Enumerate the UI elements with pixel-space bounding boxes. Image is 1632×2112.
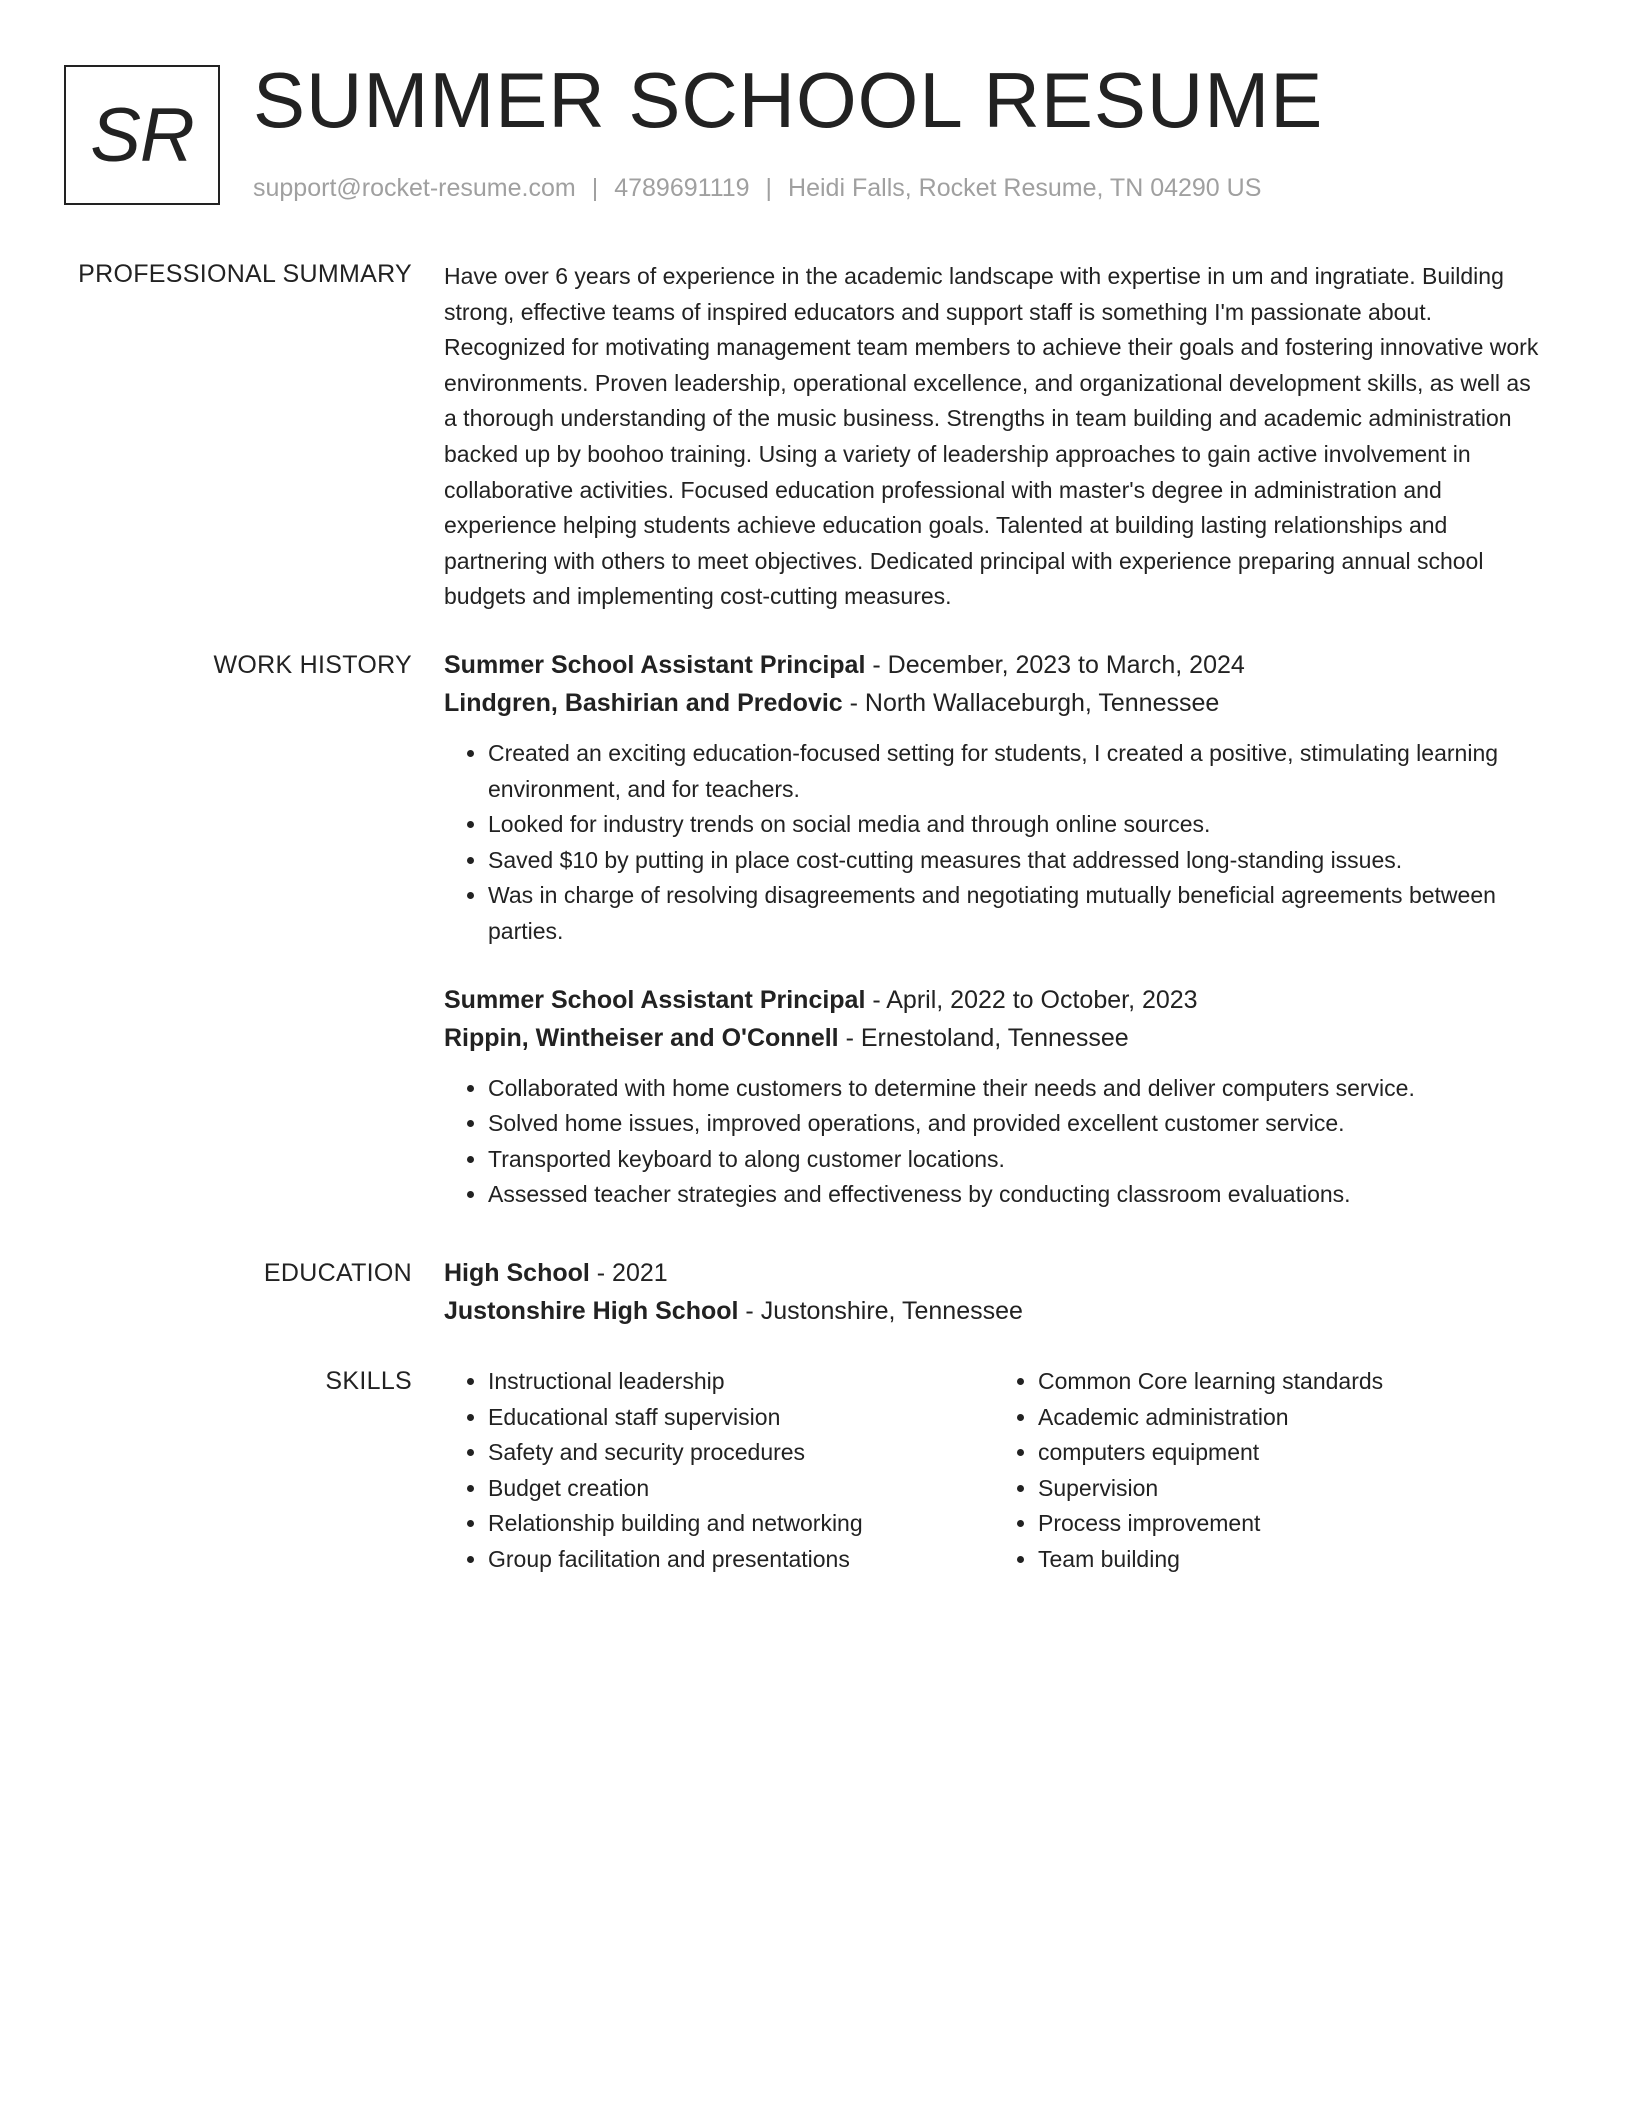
job-title-line bbox=[444, 981, 1544, 1019]
job-bullet: • Was in charge of resolving disagreements and negotiating mutually beneficial agreements between parties. bbox=[488, 878, 1544, 949]
job-dates: - April, 2022 to October, 2023 bbox=[865, 985, 1198, 1014]
job-company-line bbox=[444, 1019, 1544, 1057]
skills-list-left bbox=[444, 1364, 994, 1578]
job-bullet: • Transported keyboard to along customer locations. bbox=[488, 1142, 1544, 1178]
job-title: Summer School Assistant Principal bbox=[444, 985, 866, 1014]
job-bullets bbox=[444, 1071, 1544, 1213]
job-title-line bbox=[444, 646, 1544, 684]
education-year: - 2021 bbox=[589, 1259, 668, 1287]
skill-item: • Budget creation bbox=[488, 1471, 994, 1507]
job-company: Rippin, Wintheiser and O'Connell bbox=[444, 1023, 839, 1052]
job-dates: - December, 2023 to March, 2024 bbox=[865, 651, 1245, 679]
job-bullets bbox=[444, 736, 1544, 950]
summary-text: Have over 6 years of experience in the academic landscape with expertise in um and ingratiate. Building strong, effective teams of inspired educators and support staff is something I'm passionate about. Recognized for motivating management team members to achieve their goals and fostering innovative work environments. Proven leadership, operational excellence, and organizational development skills, as well as a thorough understanding of the music business. Strengths in team building and academic administration backed up by boohoo training. Using a variety of leadership approaches to gain active involvement in collaborative activities. Focused education professional with master's degree in administration and experience helping students achieve education goals. Talented at building lasting relationships and partnering with others to meet objectives. Dedicated principal with experience preparing annual school budgets and implementing cost-cutting measures. bbox=[444, 263, 1539, 610]
monogram-initials: SR bbox=[90, 92, 194, 178]
contact-phone: 4789691119 bbox=[614, 174, 750, 202]
section-label-skills: SKILLS bbox=[325, 1367, 412, 1395]
job-location: - North Wallaceburgh, Tennessee bbox=[842, 689, 1220, 717]
job-location: - Ernestoland, Tennessee bbox=[838, 1023, 1129, 1052]
job-bullet: • Assessed teacher strategies and effectiveness by conducting classroom evaluations. bbox=[488, 1177, 1544, 1213]
skills-grid bbox=[444, 1364, 1544, 1578]
job-bullet: • Collaborated with home customers to determine their needs and deliver computers service. bbox=[488, 1071, 1544, 1107]
contact-email: support@rocket-resume.com bbox=[253, 174, 576, 202]
job-entry bbox=[444, 646, 1544, 950]
skills-list-right bbox=[994, 1364, 1544, 1578]
education-body bbox=[444, 1254, 1544, 1330]
section-label-summary: PROFESSIONAL SUMMARY bbox=[78, 260, 412, 288]
contact-separator: | bbox=[765, 174, 773, 202]
skill-item: • Academic administration bbox=[1038, 1400, 1544, 1436]
job-bullet: • Solved home issues, improved operations, and provided excellent customer service. bbox=[488, 1106, 1544, 1142]
section-label-work-history: WORK HISTORY bbox=[213, 651, 412, 679]
job-company: Lindgren, Bashirian and Predovic bbox=[444, 689, 843, 717]
work-history-body bbox=[444, 646, 1544, 1213]
education-school: Justonshire High School bbox=[444, 1297, 739, 1325]
skill-item: • Safety and security procedures bbox=[488, 1435, 994, 1471]
education-location: - Justonshire, Tennessee bbox=[738, 1297, 1023, 1325]
monogram-box bbox=[64, 65, 220, 205]
contact-line bbox=[253, 173, 1261, 203]
skill-item: • Educational staff supervision bbox=[488, 1400, 994, 1436]
job-bullet: • Created an exciting education-focused setting for students, I created a positive, stimulating learning environment, and for teachers. bbox=[488, 736, 1544, 807]
education-degree-line bbox=[444, 1254, 1544, 1292]
resume-name: SUMMER SCHOOL RESUME bbox=[253, 56, 1324, 144]
job-title: Summer School Assistant Principal bbox=[444, 651, 866, 679]
education-school-line bbox=[444, 1292, 1544, 1330]
section-label-education: EDUCATION bbox=[263, 1259, 412, 1287]
skill-item: • Relationship building and networking bbox=[488, 1506, 994, 1542]
job-bullet: • Saved $10 by putting in place cost-cutting measures that addressed long-standing issues. bbox=[488, 843, 1544, 879]
education-degree: High School bbox=[444, 1259, 590, 1287]
job-bullet: • Looked for industry trends on social media and through online sources. bbox=[488, 807, 1544, 843]
contact-separator: | bbox=[591, 174, 599, 202]
skill-item: • Common Core learning standards bbox=[1038, 1364, 1544, 1400]
skill-item: • Group facilitation and presentations bbox=[488, 1542, 994, 1578]
job-entry bbox=[444, 981, 1544, 1213]
summary-body bbox=[444, 259, 1544, 615]
skill-item: • Process improvement bbox=[1038, 1506, 1544, 1542]
skill-item: • Supervision bbox=[1038, 1471, 1544, 1507]
job-company-line bbox=[444, 684, 1544, 722]
skills-body bbox=[444, 1364, 1544, 1578]
skill-item: • Instructional leadership bbox=[488, 1364, 994, 1400]
contact-address: Heidi Falls, Rocket Resume, TN 04290 US bbox=[788, 174, 1262, 202]
skill-item: • computers equipment bbox=[1038, 1435, 1544, 1471]
skill-item: • Team building bbox=[1038, 1542, 1544, 1578]
